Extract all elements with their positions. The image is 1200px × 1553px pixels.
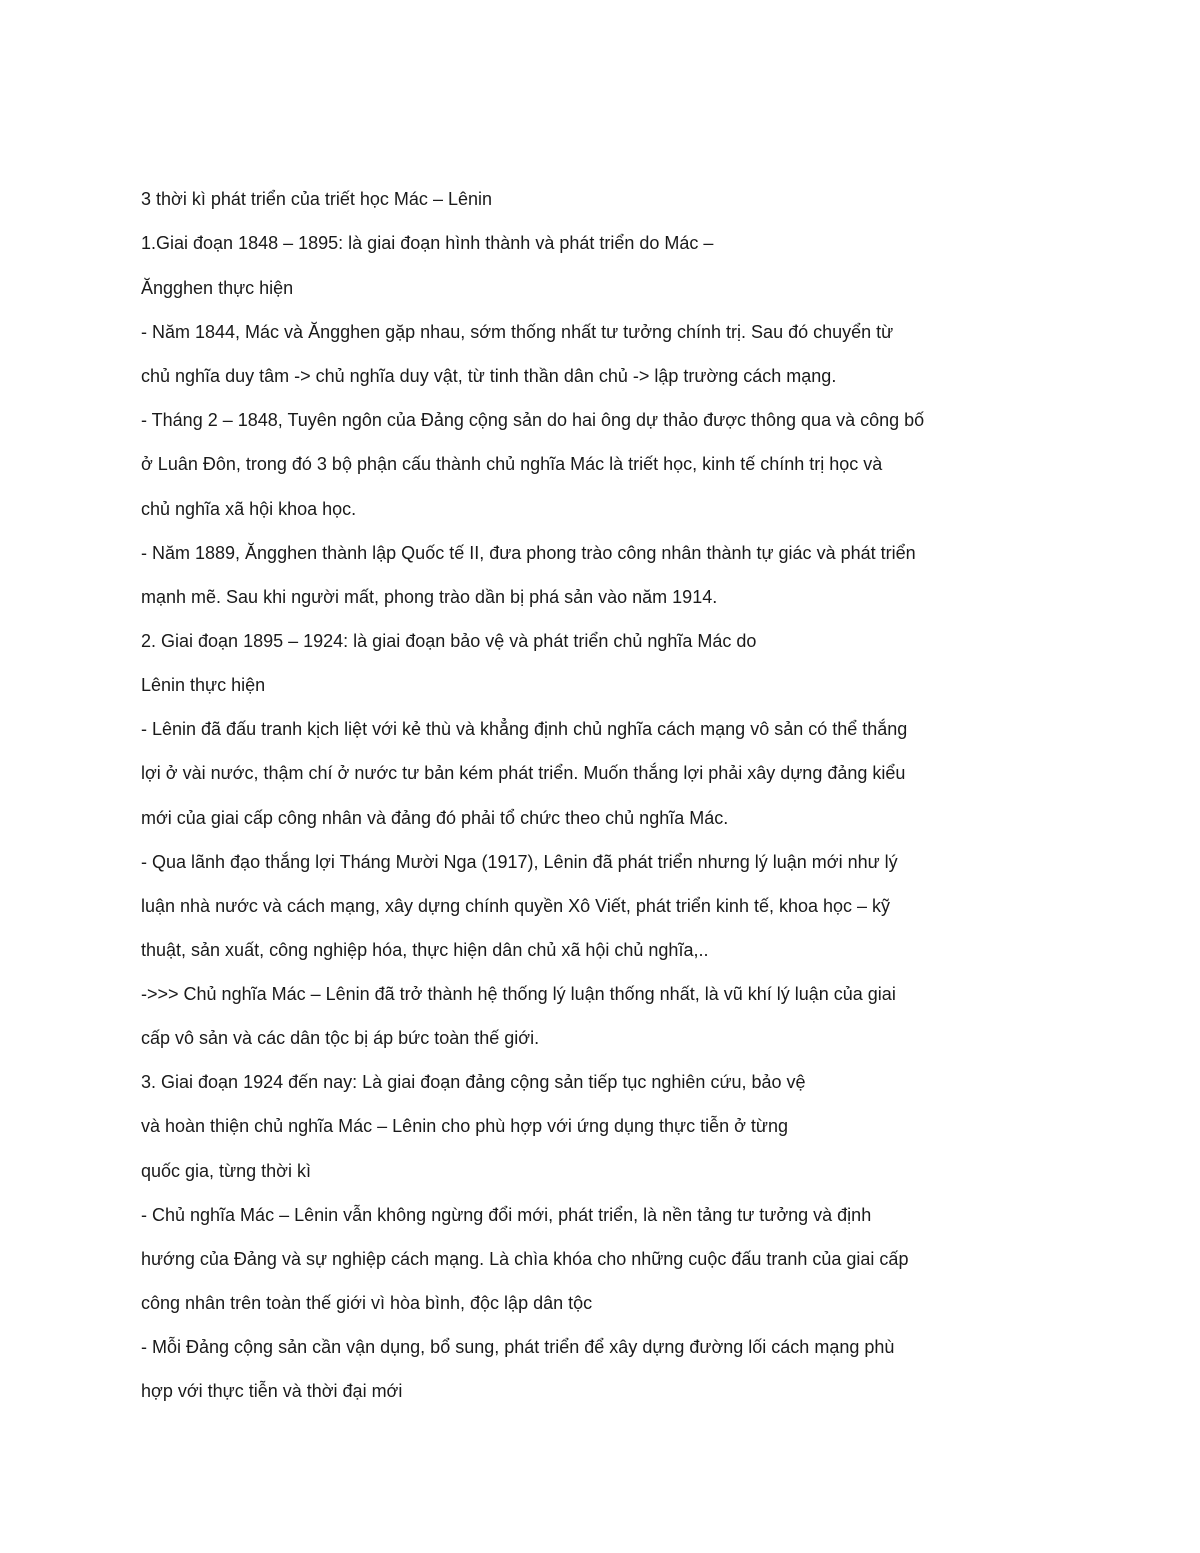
text-line: hợp với thực tiễn và thời đại mới [141, 1381, 403, 1401]
text-line: chủ nghĩa duy tâm -> chủ nghĩa duy vật, từ tinh thần dân chủ -> lập trường cách mạng. [141, 366, 837, 386]
text-line: thuật, sản xuất, công nghiệp hóa, thực hiện dân chủ xã hội chủ nghĩa,.. [141, 940, 709, 960]
document-title: 3 thời kì phát triển của triết học Mác – Lênin [141, 189, 492, 209]
text-line: mới của giai cấp công nhân và đảng đó phải tổ chức theo chủ nghĩa Mác. [141, 808, 729, 828]
section-heading-1: 1.Giai đoạn 1848 – 1895: là giai đoạn hình thành và phát triển do Mác – [141, 233, 714, 253]
text-line: Ăngghen thực hiện [141, 278, 294, 298]
text-line: - Năm 1844, Mác và Ăngghen gặp nhau, sớm thống nhất tư tưởng chính trị. Sau đó chuyển từ [141, 322, 894, 342]
text-line: ở Luân Đôn, trong đó 3 bộ phận cấu thành chủ nghĩa Mác là triết học, kinh tế chính trị học và [141, 454, 883, 474]
section-heading-2: 2. Giai đoạn 1895 – 1924: là giai đoạn bảo vệ và phát triển chủ nghĩa Mác do [141, 631, 757, 651]
text-line: - Lênin đã đấu tranh kịch liệt với kẻ thù và khẳng định chủ nghĩa cách mạng vô sản có thể thắng [141, 719, 908, 739]
text-line: quốc gia, từng thời kì [141, 1161, 311, 1181]
text-line: - Mỗi Đảng cộng sản cần vận dụng, bổ sung, phát triển để xây dựng đường lối cách mạng phù [141, 1337, 895, 1357]
text-line: - Tháng 2 – 1848, Tuyên ngôn của Đảng cộng sản do hai ông dự thảo được thông qua và công bố [141, 410, 925, 430]
section-heading-3: 3. Giai đoạn 1924 đến nay: Là giai đoạn đảng cộng sản tiếp tục nghiên cứu, bảo vệ [141, 1072, 806, 1092]
text-line: lợi ở vài nước, thậm chí ở nước tư bản kém phát triển. Muốn thắng lợi phải xây dựng đảng kiểu [141, 763, 906, 783]
text-line: - Qua lãnh đạo thắng lợi Tháng Mười Nga (1917), Lênin đã phát triển nhưng lý luận mới như lý [141, 852, 898, 872]
text-line: và hoàn thiện chủ nghĩa Mác – Lênin cho phù hợp với ứng dụng thực tiễn ở từng [141, 1116, 788, 1136]
text-line: Lênin thực hiện [141, 675, 266, 695]
text-line: ->>> Chủ nghĩa Mác – Lênin đã trở thành hệ thống lý luận thống nhất, là vũ khí lý luận của giai [141, 984, 896, 1004]
text-line: luận nhà nước và cách mạng, xây dựng chính quyền Xô Viết, phát triển kinh tế, khoa học – kỹ [141, 896, 891, 916]
text-line: - Năm 1889, Ăngghen thành lập Quốc tế II, đưa phong trào công nhân thành tự giác và phát triển [141, 543, 916, 563]
text-line: công nhân trên toàn thế giới vì hòa bình, độc lập dân tộc [141, 1293, 593, 1313]
text-line: chủ nghĩa xã hội khoa học. [141, 499, 357, 519]
text-line: cấp vô sản và các dân tộc bị áp bức toàn thế giới. [141, 1028, 540, 1048]
text-line: mạnh mẽ. Sau khi người mất, phong trào dần bị phá sản vào năm 1914. [141, 587, 718, 607]
text-line: hướng của Đảng và sự nghiệp cách mạng. Là chìa khóa cho những cuộc đấu tranh của giai cấp [141, 1249, 909, 1269]
text-line: - Chủ nghĩa Mác – Lênin vẫn không ngừng đổi mới, phát triển, là nền tảng tư tưởng và định [141, 1205, 872, 1225]
